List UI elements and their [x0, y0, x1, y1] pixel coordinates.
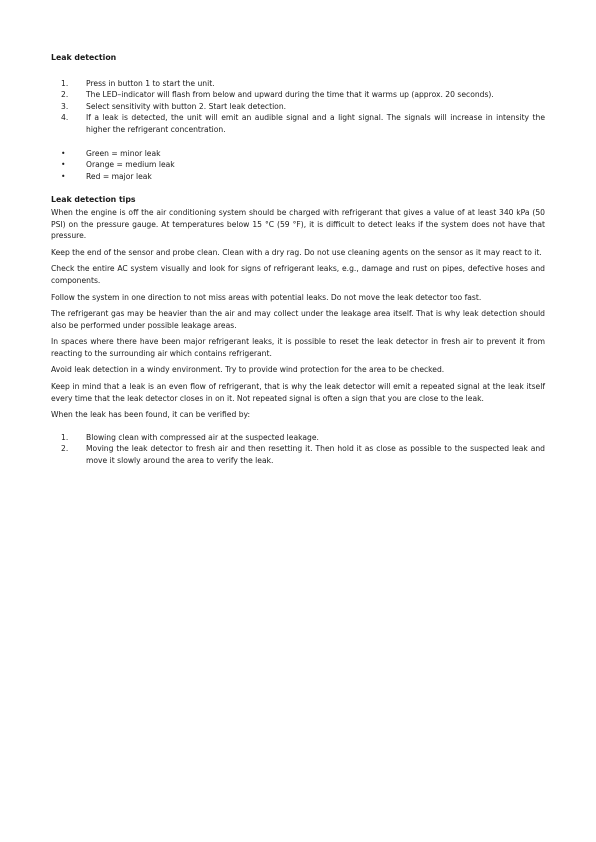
tip-paragraph: Check the entire AC system visually and look for signs of refrigerant leaks, e.g., damage and rust on pipes, defective hoses and components.	[51, 264, 545, 285]
list-number: 1.	[61, 78, 69, 88]
list-item-text: Press in button 1 to start the unit.	[86, 78, 215, 88]
section-heading-leak-detection-tips: Leak detection tips	[51, 195, 136, 205]
bullet-icon: •	[61, 160, 66, 170]
bullet-icon: •	[61, 148, 66, 158]
leak-level-list	[51, 148, 545, 183]
bullet-icon: •	[61, 171, 66, 181]
list-number: 2.	[61, 444, 69, 454]
list-item-text: Select sensitivity with button 2. Start leak detection.	[86, 101, 287, 111]
section-heading-leak-detection: Leak detection	[51, 53, 117, 62]
list-item-text: If a leak is detected, the unit will emit an audible signal and a light signal. The signals will increase in intensity the higher the refrigerant concentration.	[86, 113, 545, 134]
list-item	[51, 101, 545, 113]
list-item	[51, 159, 545, 171]
list-item-text: Orange = medium leak	[86, 160, 175, 170]
startup-steps-list	[51, 78, 545, 136]
list-item	[51, 112, 545, 135]
verify-intro: When the leak has been found, it can be verified by:	[51, 410, 251, 420]
list-number: 3.	[61, 101, 69, 111]
tip-paragraph: Keep in mind that a leak is an even flow of refrigerant, that is why the leak detector will emit a repeated signal at the leak itself every time that the leak detector closes in on it. Not repeated signal is often a sign that you are close to the leak.	[51, 382, 545, 403]
list-item-text: Blowing clean with compressed air at the suspected leakage.	[86, 432, 319, 442]
list-number: 1.	[61, 432, 69, 442]
list-item	[51, 148, 545, 160]
tip-paragraph: Keep the end of the sensor and probe clean. Clean with a dry rag. Do not use cleaning agents on the sensor as it may react to it.	[51, 247, 542, 257]
verify-steps-list	[51, 432, 545, 467]
list-item-text: Green = minor leak	[86, 148, 161, 158]
list-item-text: Moving the leak detector to fresh air and then resetting it. Then hold it as close as possible to the suspected leak and move it slowly around the area to verify the leak.	[86, 444, 545, 466]
list-item	[51, 89, 545, 101]
list-number: 4.	[61, 113, 69, 123]
list-item	[51, 78, 545, 90]
tip-paragraph: The refrigerant gas may be heavier than the air and may collect under the leakage area itself. That is why leak detection should also be performed under possible leakage areas.	[51, 309, 545, 330]
list-number: 2.	[61, 90, 69, 100]
list-item	[51, 432, 545, 444]
list-item	[51, 171, 545, 183]
tip-paragraph: Follow the system in one direction to not miss areas with potential leaks. Do not move the leak detector too fast.	[51, 292, 482, 302]
tip-paragraph: In spaces where there have been major refrigerant leaks, it is possible to reset the leak detector in fresh air to prevent it from reacting to the surrounding air which contains refrigerant.	[51, 337, 545, 358]
list-item	[51, 443, 545, 466]
list-item-text: Red = major leak	[86, 171, 152, 181]
document-page	[51, 52, 545, 467]
tip-paragraph: Avoid leak detection in a windy environment. Try to provide wind protection for the area to be checked.	[51, 365, 445, 375]
list-item-text: The LED–indicator will flash from below and upward during the time that it warms up (approx. 20 seconds).	[86, 90, 494, 100]
tip-paragraph: When the engine is off the air conditioning system should be charged with refrigerant that gives a value of at least 340 kPa (50 PSI) on the pressure gauge. At temperatures below 15 °C (59 °F), it is difficult to detect leaks if the system does not have that pressure.	[51, 207, 545, 241]
